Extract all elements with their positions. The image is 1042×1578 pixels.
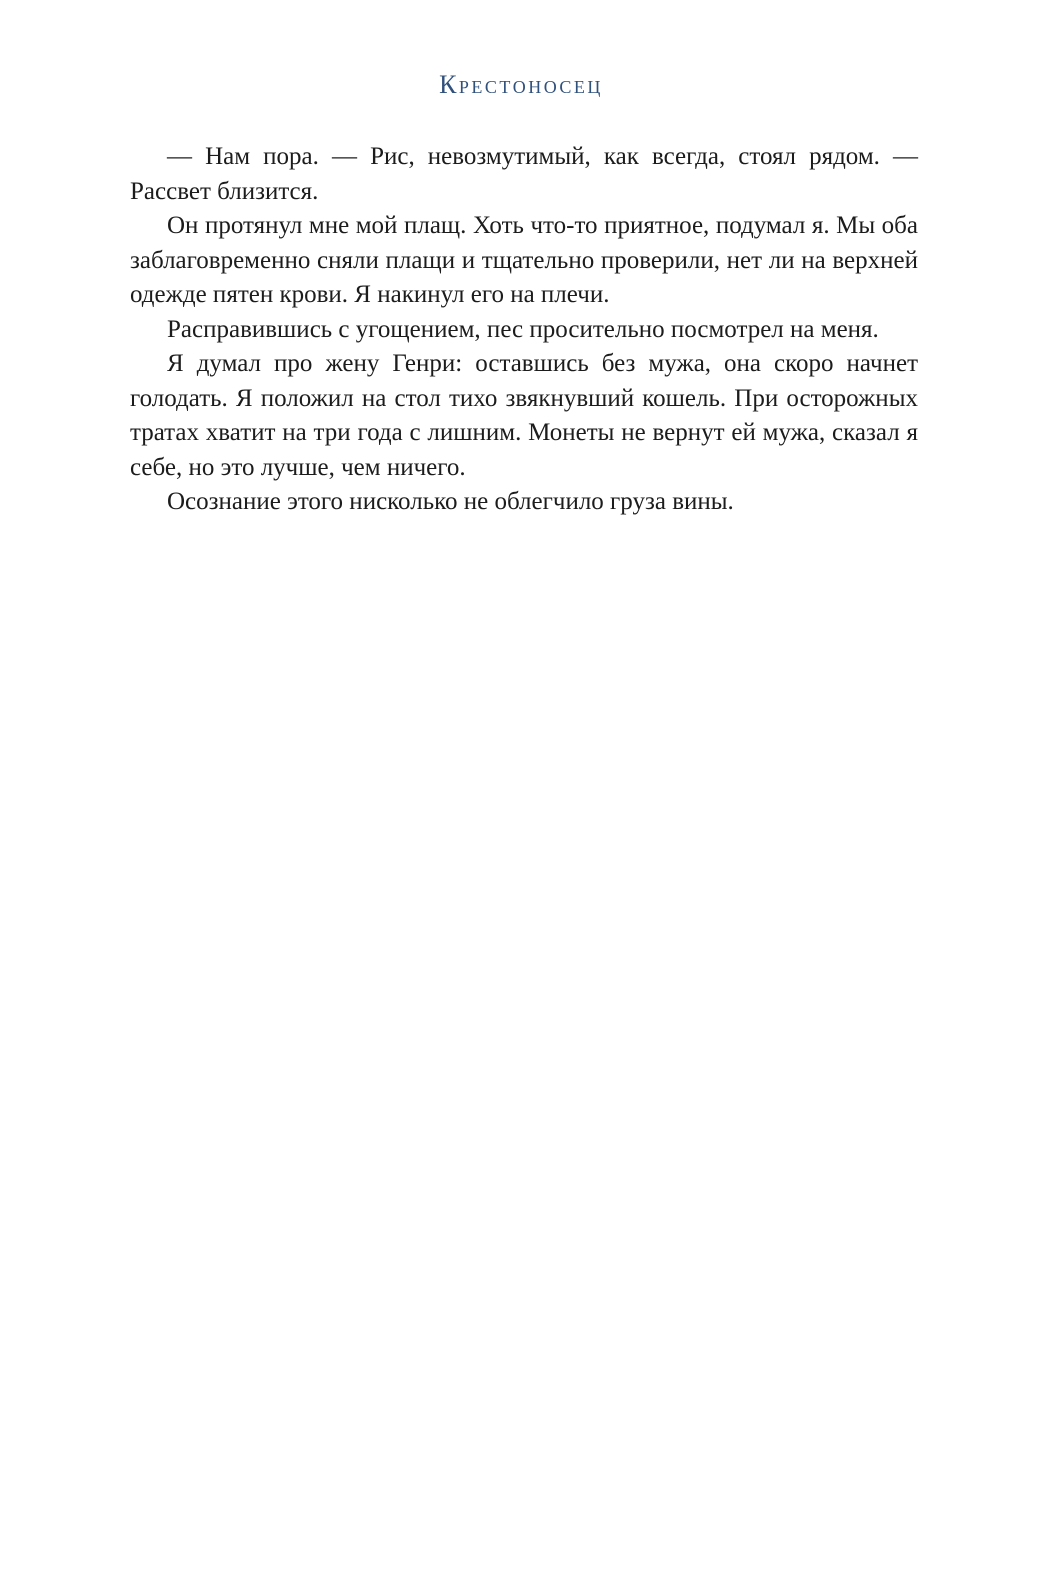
paragraph-3: Расправившись с угощением, пес просительно посмотрел на меня. bbox=[167, 315, 879, 343]
paragraph-4: Я думал про жену Генри: оставшись без мужа, она скоро начнет голодать. Я положил на стол тихо звякнувший кошель. При осторожных тратах хватит на три года с лишним. Монеты не вернут ей мужа, сказал я себе, но это лучше, чем ничего. bbox=[130, 350, 918, 481]
body-text bbox=[130, 140, 918, 520]
paragraph-1: — Нам пора. — Рис, невозмутимый, как всегда, стоял рядом. — Рассвет близится. bbox=[130, 143, 918, 205]
paragraph-2: Он протянул мне мой плащ. Хоть что-то приятное, подумал я. Мы оба заблаговременно сняли плащи и тщательно проверили, нет ли на верхней одежде пятен крови. Я накинул его на плечи. bbox=[130, 212, 918, 308]
paragraph-5: Осознание этого нисколько не облегчило груза вины. bbox=[167, 488, 734, 515]
running-title: Крестоносец bbox=[439, 70, 603, 99]
